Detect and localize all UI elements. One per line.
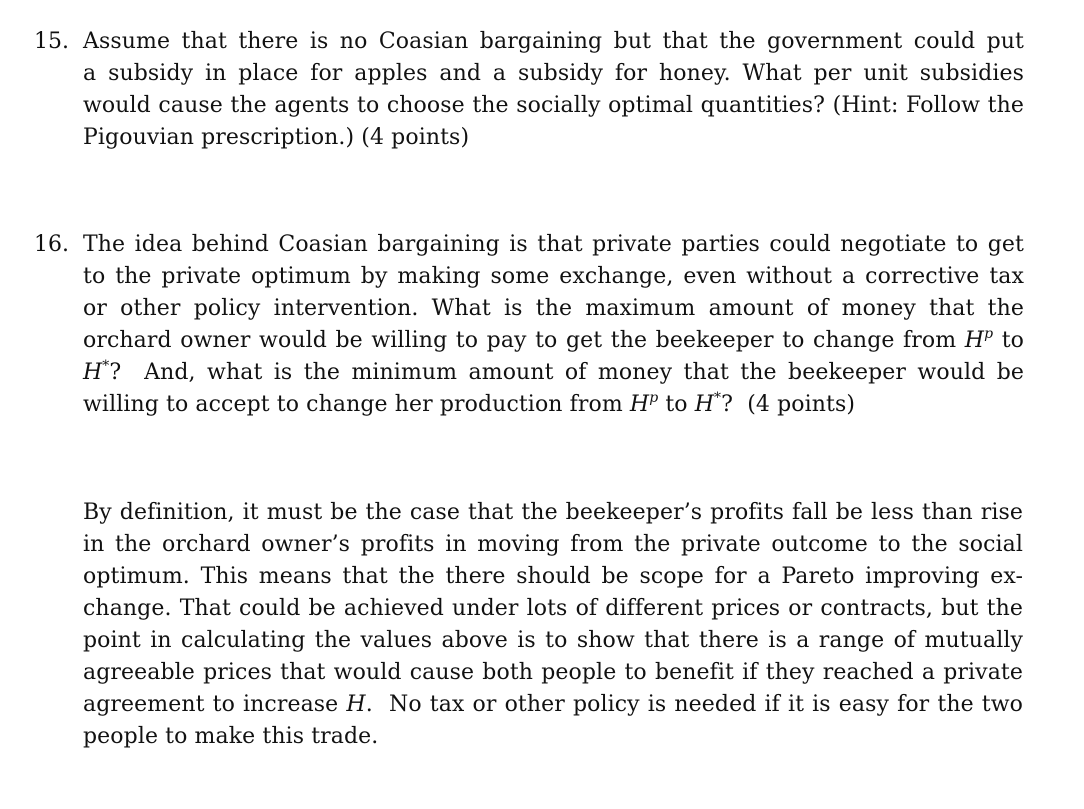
problem-text bbox=[83, 26, 1024, 154]
text-line bbox=[83, 389, 1024, 421]
text-segment: And, what is the minimum amount of money that the beekeeper would be bbox=[144, 360, 1024, 385]
text-line: agreeable prices that would cause both people to benefit if they reached a private bbox=[83, 660, 1023, 685]
text-segment: to bbox=[1001, 328, 1025, 353]
problem-number: 15. bbox=[34, 29, 69, 54]
math-superscript: p bbox=[649, 390, 659, 406]
math-symbol: H bbox=[346, 692, 366, 717]
text-line: optimum. This means that the there should be scope for a Pareto improving ex- bbox=[83, 564, 1023, 589]
text-segment: No tax or other policy is needed if it is easy for the two bbox=[388, 692, 1024, 717]
math-superscript: p bbox=[984, 326, 994, 342]
text-segment: to bbox=[665, 392, 688, 417]
answer-text bbox=[83, 497, 1023, 753]
text-line: in the orchard owner’s profits in moving from the private outcome to the social bbox=[83, 532, 1023, 557]
text-segment: . bbox=[365, 692, 373, 717]
text-segment: agreement to increase bbox=[83, 692, 339, 717]
text-line: would cause the agents to choose the socially optimal quantities? (Hint: Follow the bbox=[83, 93, 1024, 118]
math-superscript: * bbox=[714, 390, 722, 406]
text-line: or other policy intervention. What is the maximum amount of money that the bbox=[83, 296, 1024, 321]
text-line: people to make this trade. bbox=[83, 724, 379, 749]
text-line: point in calculating the values above is to show that there is a range of mutually bbox=[83, 628, 1023, 653]
text-line: By definition, it must be the case that the beekeeper’s profits fall be less than rise bbox=[83, 500, 1023, 525]
text-line: to the private optimum by making some exchange, even without a corrective tax bbox=[83, 264, 1024, 289]
text-line: a subsidy in place for apples and a subsidy for honey. What per unit subsidies bbox=[83, 61, 1024, 86]
math-symbol: H bbox=[83, 360, 103, 385]
text-line: Assume that there is no Coasian bargaining but that the government could put bbox=[83, 29, 1024, 54]
text-segment: orchard owner would be willing to pay to get the beekeeper to change from bbox=[83, 328, 957, 353]
problem-number: 16. bbox=[34, 232, 69, 257]
text-segment: (4 points) bbox=[747, 392, 856, 417]
text-line: change. That could be achieved under lots of different prices or contracts, but the bbox=[83, 596, 1023, 621]
text-segment: willing to accept to change her production from bbox=[83, 392, 623, 417]
text-line bbox=[83, 325, 1024, 357]
math-symbol: H bbox=[629, 392, 650, 417]
text-line: The idea behind Coasian bargaining is that private parties could negotiate to get bbox=[83, 232, 1024, 257]
text-segment: ? bbox=[721, 392, 734, 417]
problem-15 bbox=[34, 26, 1024, 154]
math-symbol: H bbox=[964, 328, 985, 353]
text-line bbox=[83, 689, 1023, 721]
text-line bbox=[83, 357, 1024, 389]
math-symbol: H bbox=[694, 392, 715, 417]
text-segment: ? bbox=[109, 360, 122, 385]
answer-paragraph bbox=[83, 497, 1023, 753]
math-superscript: * bbox=[102, 358, 110, 374]
text-line: Pigouvian prescription.) (4 points) bbox=[83, 125, 470, 150]
problem-text bbox=[83, 229, 1024, 421]
problem-16 bbox=[34, 229, 1024, 421]
